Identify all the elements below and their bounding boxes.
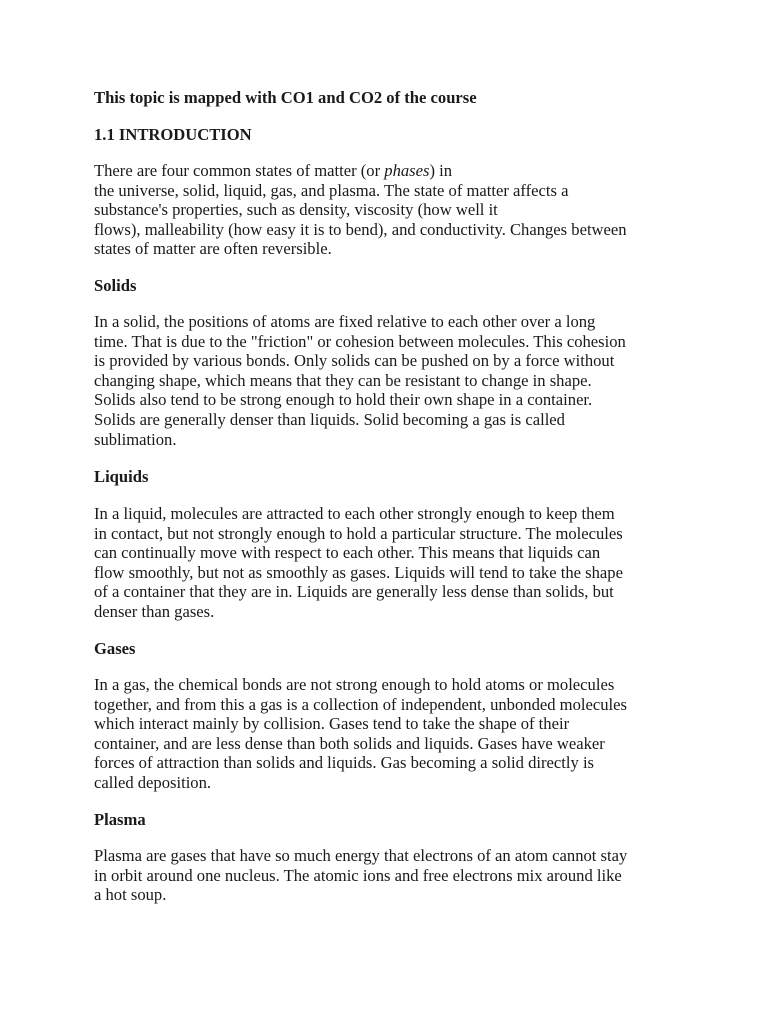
intro-line-4: flows), malleability (how easy it is to bend), and conductivity. Changes between [94, 219, 627, 239]
liquids-line: in contact, but not strongly enough to hold a particular structure. The molecules [94, 523, 623, 543]
intro-line-5: states of matter are often reversible. [94, 239, 332, 259]
plasma-paragraph [94, 846, 627, 905]
gases-line: together, and from this a gas is a collection of independent, unbonded molecules [94, 694, 627, 714]
phases-emphasis: phases [384, 161, 430, 180]
plasma-line: in orbit around one nucleus. The atomic ions and free electrons mix around like [94, 865, 622, 885]
liquids-line: flow smoothly, but not as smoothly as gases. Liquids will tend to take the shape [94, 562, 623, 582]
solids-paragraph [94, 312, 626, 449]
gases-heading: Gases [94, 639, 136, 658]
liquids-line: of a container that they are in. Liquids are generally less dense than solids, but [94, 582, 614, 602]
gases-line: which interact mainly by collision. Gases tend to take the shape of their [94, 714, 570, 734]
gases-line: called deposition. [94, 772, 212, 792]
mapping-note: This topic is mapped with CO1 and CO2 of the course [94, 88, 477, 107]
liquids-heading: Liquids [94, 467, 149, 486]
liquids-line: can continually move with respect to each other. This means that liquids can [94, 543, 601, 563]
intro-line-1: There are four common states of matter (or phases) in [94, 161, 453, 180]
solids-line: sublimation. [94, 429, 177, 449]
solids-line: is provided by various bonds. Only solids can be pushed on by a force without [94, 351, 615, 371]
intro-line-2: the universe, solid, liquid, gas, and plasma. The state of matter affects a [94, 180, 569, 200]
intro-paragraph [94, 161, 627, 259]
intro-line-3: substance's properties, such as density, viscosity (how well it [94, 200, 498, 220]
solids-line: changing shape, which means that they can be resistant to change in shape. [94, 370, 592, 390]
gases-line: forces of attraction than solids and liquids. Gas becoming a solid directly is [94, 753, 595, 773]
solids-line: Solids are generally denser than liquids. Solid becoming a gas is called [94, 409, 565, 429]
gases-paragraph [94, 675, 627, 793]
solids-heading: Solids [94, 276, 137, 295]
plasma-heading: Plasma [94, 810, 146, 829]
gases-line: In a gas, the chemical bonds are not strong enough to hold atoms or molecules [94, 675, 615, 694]
liquids-paragraph [94, 504, 623, 622]
plasma-line: Plasma are gases that have so much energy that electrons of an atom cannot stay [94, 846, 628, 865]
liquids-line: In a liquid, molecules are attracted to each other strongly enough to keep them [94, 504, 615, 523]
liquids-line: denser than gases. [94, 601, 215, 621]
solids-line: Solids also tend to be strong enough to hold their own shape in a container. [94, 390, 593, 410]
solids-line: In a solid, the positions of atoms are fixed relative to each other over a long [94, 312, 596, 331]
gases-line: container, and are less dense than both solids and liquids. Gases have weaker [94, 733, 605, 753]
intro-heading: 1.1 INTRODUCTION [94, 125, 252, 144]
solids-line: time. That is due to the "friction" or cohesion between molecules. This cohesion [94, 331, 626, 351]
plasma-line: a hot soup. [94, 885, 167, 905]
